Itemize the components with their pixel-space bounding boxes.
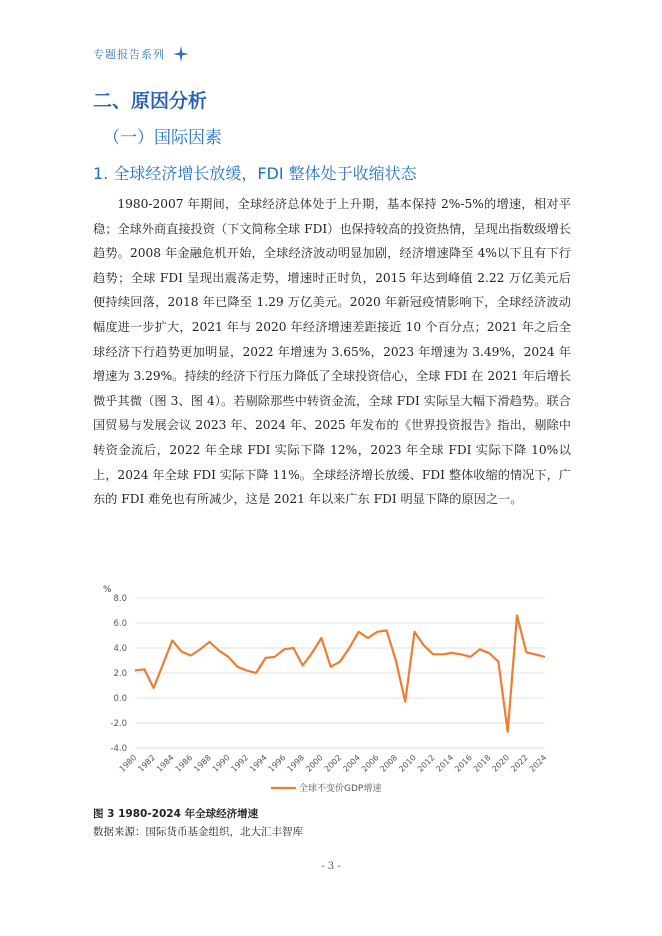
figure-caption: 图 3 1980-2024 年全球经济增速 <box>93 808 259 820</box>
legend-label: 全球不变价GDP增速 <box>299 784 382 794</box>
x-tick-label: 2020 <box>490 753 512 774</box>
section-title: 二、原因分析 <box>93 90 208 112</box>
data-source-note: 数据来源：国际货币基金组织，北大汇丰智库 <box>93 826 303 838</box>
chart-legend <box>271 782 381 794</box>
x-tick-label: 2014 <box>434 753 456 774</box>
x-tick-label: 2006 <box>359 753 381 774</box>
x-tick-label: 1986 <box>173 753 195 774</box>
y-axis-unit-label: % <box>103 585 112 595</box>
x-tick-label: 1990 <box>210 753 232 774</box>
y-tick-label: 0.0 <box>113 694 127 704</box>
paragraph-heading: 1. 全球经济增长放缓，FDI 整体处于收缩状态 <box>93 164 417 183</box>
x-tick-label: 2022 <box>509 753 530 774</box>
x-tick-label: 2016 <box>453 753 474 774</box>
y-tick-label: -4.0 <box>110 744 127 754</box>
y-tick-label: -2.0 <box>110 719 127 729</box>
x-tick-label: 1988 <box>192 753 213 774</box>
x-tick-label: 2004 <box>341 753 363 774</box>
x-tick-label: 2008 <box>378 753 400 774</box>
x-tick-label: 1980 <box>117 753 139 774</box>
report-series-header <box>93 44 189 64</box>
x-tick-label: 1992 <box>229 753 251 774</box>
body-paragraph: 1980-2007 年期间，全球经济总体处于上升期，基本保持 2%-5%的增速，相对平稳；全球外商直接投资（下文简称全球 FDI）也保持较高的投资热情，呈现出指数级增长趋势。2008 年金融危机开始，全球经济波动明显加剧，经济增速降至 4%以下且有下行趋势；全球 FDI 呈现出震荡走势，增速时正时负，2015 年达到峰值 2.22 万亿美元后便持续回落，2018 年已降至 1.29 万亿美元。2020 年新冠疫情影响下，全球经济波动幅度进一步扩大，2021 年与 2020 年经济增速差距接近 10 个百分点；2021 年之后全球经济下行趋势更加明显，2022 年增速为 3.65%，2023 年增速为 3.49%，2024 年增速为 3.29%。持续的经济下行压力降低了全球投资信心，全球 FDI 在 2021 年后增长微乎其微（图 3、图 4）。若剔除那些中转资金流，全球 FDI 实际呈大幅下滑趋势。联合国贸易与发展会议 2023 年、2024 年、2025 年发布的《世界投资报告》指出，剔除中转资金流后，2022 年全球 FDI 实际下降 12%，2023 年全球 FDI 实际下降 10%以上，2024 年全球 FDI 实际下降 11%。全球经济增长放缓、FDI 整体收缩的情况下，广东的 FDI 难免也有所减少，这是 2021 年以来广东 FDI 明显下降的原因之一。 <box>93 197 571 507</box>
sparkle-star-icon <box>173 46 189 62</box>
y-tick-label: 6.0 <box>113 619 127 629</box>
y-tick-label: 2.0 <box>113 669 127 679</box>
x-tick-label: 1982 <box>136 753 158 774</box>
x-tick-label: 2012 <box>415 753 437 774</box>
x-tick-label: 2010 <box>397 753 418 774</box>
gdp-growth-line-chart <box>93 578 573 798</box>
x-tick-label: 1996 <box>266 753 288 774</box>
header-label: 专题报告系列 <box>93 48 165 61</box>
x-tick-label: 2000 <box>304 753 325 774</box>
series-line-gdp-growth <box>135 616 545 732</box>
subsection-title: （一）国际因素 <box>103 128 222 148</box>
x-tick-label: 1994 <box>248 753 269 774</box>
y-tick-label: 8.0 <box>113 594 127 604</box>
page-number: - 3 - <box>321 861 341 872</box>
y-tick-label: 4.0 <box>113 644 127 654</box>
x-tick-label: 1998 <box>285 753 307 774</box>
x-tick-label: 2002 <box>322 753 344 774</box>
x-tick-label: 2024 <box>527 753 549 774</box>
x-tick-label: 2018 <box>471 753 493 774</box>
x-tick-label: 1984 <box>154 753 176 774</box>
